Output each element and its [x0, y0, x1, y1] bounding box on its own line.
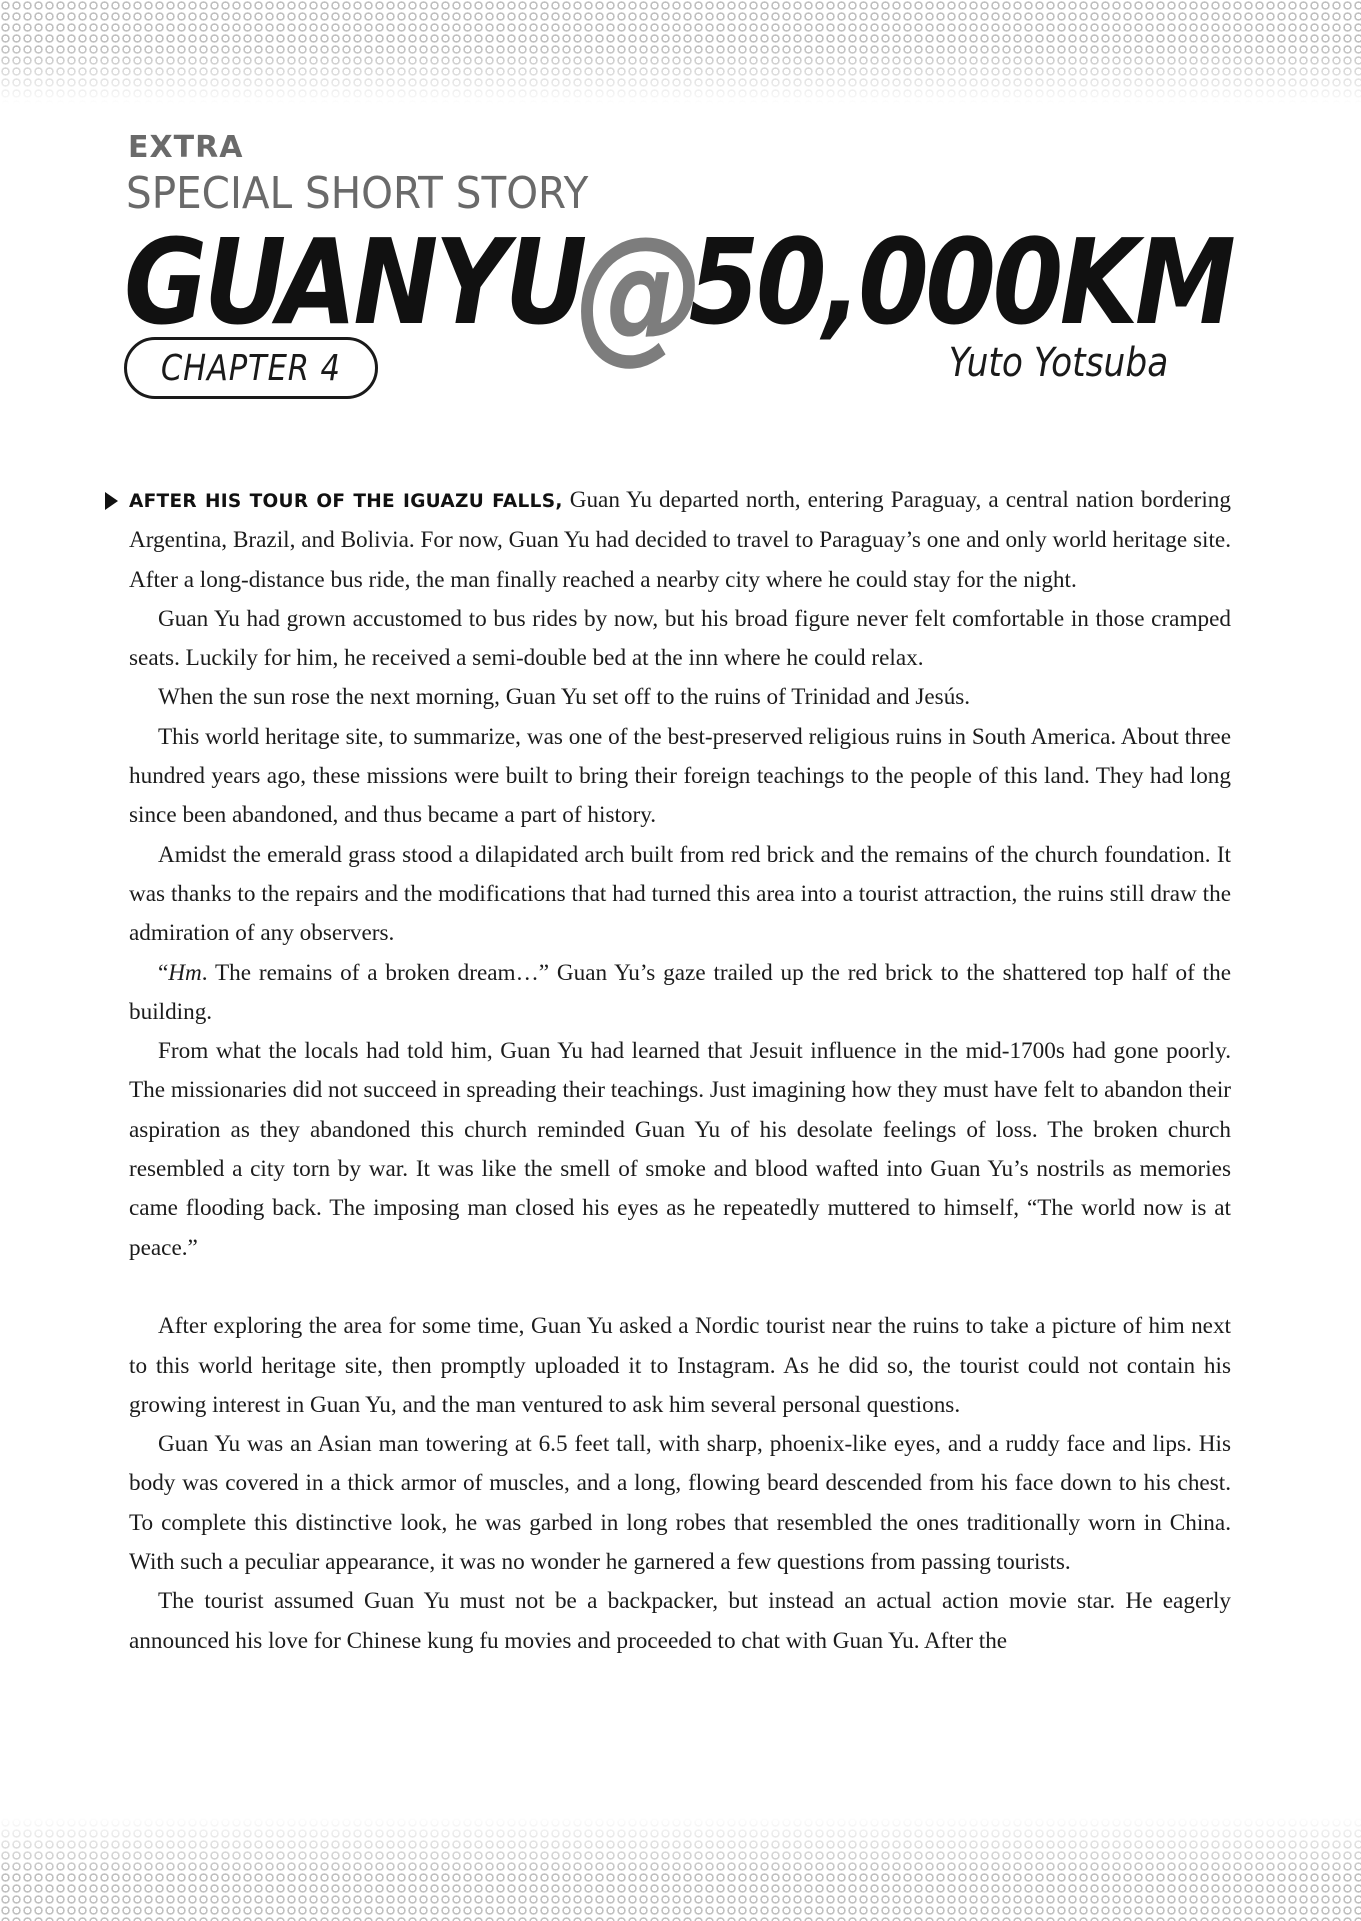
title-at-sign: @ — [575, 205, 701, 379]
title-part-distance: 50,000KM — [688, 213, 1233, 351]
author-name: Yuto Yotsuba — [948, 340, 1168, 386]
hm-emphasis: Hm — [168, 959, 202, 986]
paragraph-4: This world heritage site, to summarize, was one of the best-preserved religious ruins in South America. About three hundred years ago, these missions were built to bring their foreign teachings to the people of this land. They had long since been abandoned, and thus became a part of history. — [129, 723, 1231, 829]
paragraph-9: Guan Yu was an Asian man towering at 6.5 feet tall, with sharp, phoenix-like eyes, and a ruddy face and lips. His body was covered in a thick armor of muscles, and a long, flowing beard descended from his face down to his chest. To complete this distinctive look, he was garbed in long robes that resembled the ones traditionally worn in China. With such a peculiar appearance, it was no wonder he garnered a few questions from passing tourists. — [129, 1431, 1231, 1576]
paragraph-6-text: . The remains of a broken dream…” Guan Yu’s gaze trailed up the red brick to the shattered top half of the building. — [129, 959, 1231, 1025]
special-short-story-label: SPECIAL SHORT STORY — [126, 168, 589, 219]
paragraph-1-text: Guan Yu departed north, entering Paraguay, a central nation bordering Argentina, Brazil, and Bolivia. For now, Guan Yu had decided to travel to Paraguay’s one and only world heritage site. After a long-distance bus ride, the man finally reached a nearby city where he could stay for the night. — [129, 487, 1231, 593]
play-arrow-icon — [105, 492, 118, 510]
title-part-guanyu: GUANYU — [124, 213, 584, 351]
top-decorative-pattern — [0, 0, 1361, 104]
paragraph-7: From what the locals had told him, Guan Yu had learned that Jesuit influence in the mid-1700s had gone poorly. The missionaries did not succeed in spreading their teachings. Just imagining how they must have felt to abandon their aspiration as they abandoned this church reminded Guan Yu of his desolate feelings of loss. The broken church resembled a city torn by war. It was like the smell of smoke and blood wafted into Guan Yu’s nostrils as memories came flooding back. The imposing man closed his eyes as he repeatedly muttered to himself, “The world now is at peace.” — [129, 1038, 1231, 1261]
paragraph-1 — [129, 481, 1231, 600]
open-quote: “ — [158, 959, 169, 986]
paragraph-10: The tourist assumed Guan Yu must not be a backpacker, but instead an actual action movie star. He eagerly announced his love for Chinese kung fu movies and proceeded to chat with Guan Yu. After the — [129, 1588, 1231, 1654]
lead-in-text: AFTER HIS TOUR OF THE IGUAZU FALLS, — [129, 491, 563, 512]
paragraph-6 — [129, 954, 1231, 1033]
paragraph-5: Amidst the emerald grass stood a dilapidated arch built from red brick and the remains of the church foundation. It was thanks to the repairs and the modifications that had turned this area into a tourist attraction, the ruins still draw the admiration of any observers. — [129, 841, 1231, 947]
chapter-label: CHAPTER 4 — [161, 347, 341, 389]
paragraph-3: When the sun rose the next morning, Guan Yu set off to the ruins of Trinidad and Jesús. — [158, 684, 971, 711]
story-header — [124, 128, 1233, 418]
paragraph-2: Guan Yu had grown accustomed to bus rides by now, but his broad figure never felt comfortable in those cramped seats. Luckily for him, he received a semi-double bed at the inn where he could relax. — [129, 605, 1231, 672]
extra-label: EXTRA — [128, 130, 244, 165]
bottom-decorative-pattern — [0, 1817, 1361, 1921]
story-body — [129, 481, 1231, 1661]
paragraph-8: After exploring the area for some time, Guan Yu asked a Nordic tourist near the ruins to take a picture of him next to this world heritage site, then promptly uploaded it to Instagram. As he did so, the tourist could not contain his growing interest in Guan Yu, and the man ventured to ask him several personal questions. — [129, 1313, 1231, 1418]
